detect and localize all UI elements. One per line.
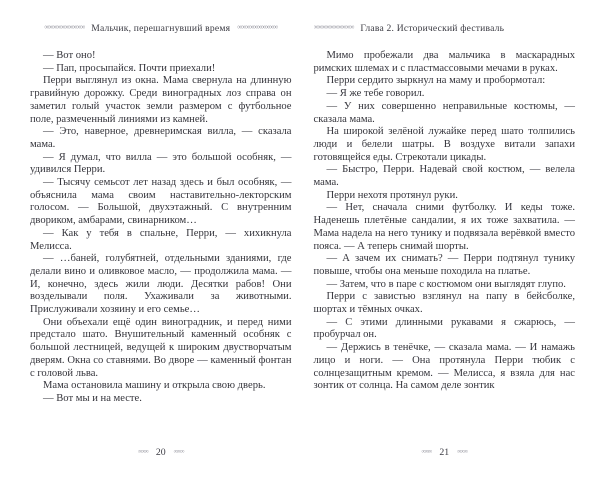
paragraph: — Затем, что в паре с костюмом они выглядят глупо.	[326, 278, 566, 290]
paragraph: — Нет, сначала сними футболку. И кеды тоже. Наденешь плетёные сандалии, я их тоже захватила. — Мама надела на него тунику и подвязала верёвкой вместо пояса. — А теперь снимай шорты.	[313, 202, 575, 252]
paragraph: На широкой зелёной лужайке перед шато толпились люди и белели шатры. В воздухе витали запахи готовящейся еды. Стрекотали цикады.	[313, 126, 575, 163]
paragraph: — С этими длинными рукавами я сжарюсь, — пробурчал он.	[313, 316, 575, 341]
page-left	[30, 0, 292, 484]
paragraph: — Я же тебе говорил.	[326, 88, 425, 100]
page-footer-left	[30, 447, 292, 458]
paragraph: Мама остановила машину и открыла свою дверь.	[43, 380, 266, 392]
paragraph: — Это, наверное, древнеримская вилла, — сказала мама.	[30, 126, 292, 150]
paragraph: Мимо пробежали два мальчика в маскарадных римских шлемах и с пластмассовыми мечами в руках.	[313, 50, 575, 74]
paragraph: Перри нехотя протянул руки.	[326, 189, 458, 201]
page-number-left: 20	[155, 447, 166, 458]
chain-ornament-icon: ∞∞∞	[421, 448, 432, 455]
page-footer-right	[314, 447, 576, 458]
paragraph: — У них совершенно неправильные костюмы, — сказала мама.	[313, 100, 575, 125]
page-right	[314, 0, 576, 484]
paragraph: Перри сердито зыркнул на маму и пробормотал:	[326, 75, 546, 87]
paragraph: — Как у тебя в спальне, Перри, — хихикнула Мелисса.	[30, 227, 292, 252]
paragraph: — …баней, голубятней, отдельными зданиями, где делали вино и оливковое масло, — продолжила мама. — И, конечно, здесь жили люди. Десятки рабов! Они возделывали поля. Ухаживали за животными. Прислуживали хозяину и его семье…	[30, 253, 292, 316]
chapter-title: Глава 2. Исторический фестиваль	[360, 23, 505, 34]
paragraph: — Вот мы и на месте.	[43, 392, 142, 404]
page-text-right	[314, 50, 576, 393]
chain-ornament-icon: ∞∞∞∞∞∞∞∞∞∞	[313, 23, 354, 31]
paragraph: — Пап, просыпайся. Почти приехали!	[43, 62, 216, 74]
running-head-left	[30, 22, 292, 35]
page-text-left	[30, 50, 292, 406]
chain-ornament-icon: ∞∞∞	[457, 448, 467, 455]
paragraph: Они объехали ещё один виноградник, и перед ними предстало шато. Внушительный каменный особняк с большой лестницей, ведущей к широким двустворчатым дверям. Окна со ставнями. Во дворе — каменный фонтан с головой льва.	[30, 316, 292, 379]
paragraph: — Быстро, Перри. Надевай свой костюм, — велела мама.	[313, 164, 575, 189]
chain-ornament-icon: ∞∞∞	[173, 448, 184, 455]
paragraph: — Держись в тенёчке, — сказала мама. — И намажь лицо и ноги. — Она протянула Перри тюбик с солнцезащитным кремом. — Мелисса, я взяла для нас зонтик от солнца. На самом деле зонтик	[313, 342, 575, 392]
paragraph: — А зачем их снимать? — Перри подтянул тунику повыше, чтобы она меньше походила на платье.	[313, 253, 575, 277]
chain-ornament-icon: ∞∞∞∞∞∞∞∞∞∞	[237, 23, 278, 31]
page-number-right: 21	[439, 447, 450, 458]
paragraph: — Я думал, что вилла — это большой особняк, — удивился Перри.	[30, 151, 292, 176]
paragraph: — Вот оно!	[43, 50, 96, 61]
paragraph: Перри выглянул из окна. Мама свернула на длинную гравийную дорожку. Среди виноградных лоз справа он заметил голый участок земли размером с футбольное поле, размеченный линиями из камней.	[30, 75, 292, 125]
chain-ornament-icon: ∞∞∞	[138, 448, 148, 455]
running-head-right	[314, 22, 576, 35]
paragraph: — Тысячу семьсот лет назад здесь и был особняк, — объяснила мама своим наставительно-лекторским голосом. — Большой, двухэтажный. С внутренним двориком, амбарами, свинарником…	[30, 177, 292, 227]
chain-ornament-icon: ∞∞∞∞∞∞∞∞∞∞	[44, 23, 85, 31]
paragraph: Перри с завистью взглянул на папу в бейсболке, шортах и тёмных очках.	[313, 291, 575, 316]
book-title: Мальчик, перешагнувший время	[91, 23, 231, 34]
